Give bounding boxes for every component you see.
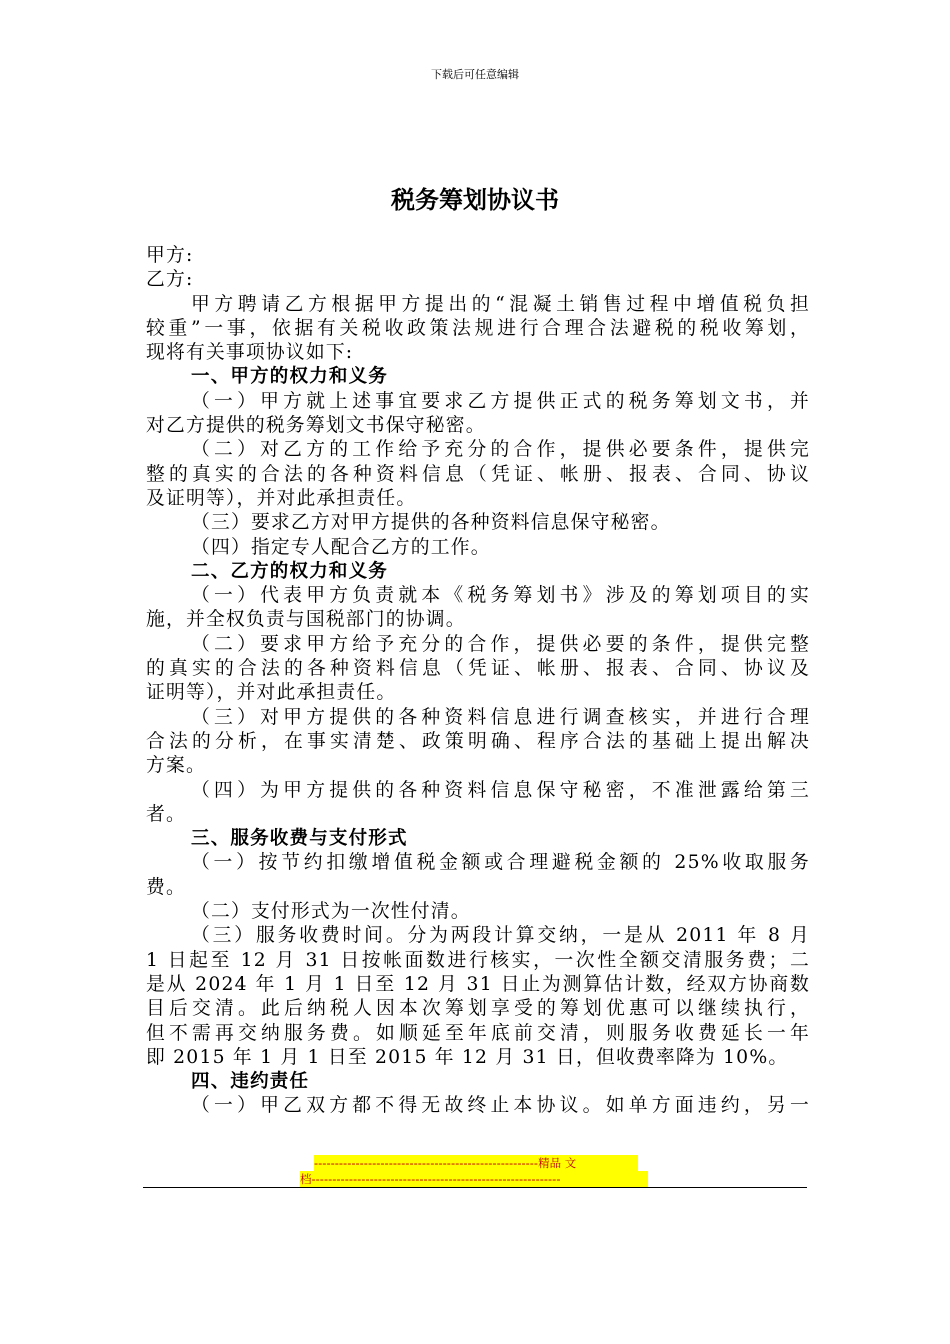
text-line: 现将有关事项协议如下: (146, 342, 354, 364)
text-line: 者。 (146, 803, 186, 825)
text-line: （三）服务收费时间。分为两段计算交纳，一是从 2011 年 8 月 (191, 925, 810, 947)
section-heading: 四、违约责任 (191, 1071, 310, 1093)
text-line: 及证明等），并对此承担责任。 (146, 487, 417, 509)
text-line: 但不需再交纳服务费。如顺延至年底前交清，则服务收费延长一年 (146, 1022, 810, 1044)
text-line: 对乙方提供的税务筹划文书保守秘密。 (146, 415, 486, 437)
section-heading: 三、服务收费与支付形式 (191, 828, 408, 850)
text-line: 甲方: (146, 245, 194, 266)
text-line: 整的真实的合法的各种资料信息（凭证、帐册、报表、合同、协议 (146, 463, 810, 485)
text-line: 即 2015 年 1 月 1 日至 2015 年 12 月 31 日，但收费率降为 10%。 (146, 1046, 789, 1068)
text-line: 1 日起至 12 月 31 日按帐面数进行核实，一次性全额交清服务费；二 (146, 949, 810, 971)
text-line: 合法的分析，在事实清楚、政策明确、程序合法的基础上提出解决 (146, 730, 810, 752)
section-heading: 二、乙方的权力和义务 (191, 560, 389, 582)
text-line: （三）要求乙方对甲方提供的各种资料信息保守秘密。 (191, 512, 671, 534)
text-line: 证明等），并对此承担责任。 (146, 682, 397, 704)
text-line: 较重”一事，依据有关税收政策法规进行合理合法避税的税收筹划， (146, 317, 810, 339)
text-line: 是从 2024 年 1 月 1 日至 12 月 31 日止为测算估计数，经双方协商数 (146, 973, 810, 995)
text-line: （一）甲方就上述事宜要求乙方提供正式的税务筹划文书，并 (191, 390, 810, 412)
text-line: 目后交清。此后纳税人因本次筹划享受的筹划优惠可以继续执行， (146, 998, 810, 1020)
document-title: 税务筹划协议书 (391, 186, 559, 214)
footer-divider (143, 1187, 807, 1188)
section-heading: 一、甲方的权力和义务 (191, 366, 389, 388)
text-line: （一）代表甲方负责就本《税务筹划书》涉及的筹划项目的实 (191, 585, 810, 607)
text-line: 费。 (146, 876, 186, 898)
text-line: 乙方: (146, 269, 194, 291)
text-line: 施，并全权负责与国税部门的协调。 (146, 609, 466, 631)
document-body (146, 244, 810, 1119)
text-line: 方案。 (146, 755, 206, 777)
text-line: （二）要求甲方给予充分的合作，提供必要的条件，提供完整 (191, 633, 810, 655)
text-line: （一）甲乙双方都不得无故终止本协议。如单方面违约，另一 (191, 1095, 810, 1117)
text-line: （二）支付形式为一次性付清。 (191, 901, 471, 923)
text-line: 的真实的合法的各种资料信息（凭证、帐册、报表、合同、协议及 (146, 658, 810, 680)
text-line: （一）按节约扣缴增值税金额或合理避税金额的 25%收取服务 (191, 852, 810, 874)
text-line: （四）指定专人配合乙方的工作。 (191, 536, 491, 558)
text-line: 甲方聘请乙方根据甲方提出的“混凝土销售过程中增值税负担 (191, 293, 810, 315)
header-note: 下载后可任意编辑 (431, 68, 519, 81)
text-line: （三）对甲方提供的各种资料信息进行调查核实，并进行合理 (191, 706, 810, 728)
text-line: （四）为甲方提供的各种资料信息保守秘密，不准泄露给第三 (191, 779, 810, 801)
text-line: （二）对乙方的工作给予充分的合作，提供必要条件，提供完 (191, 439, 810, 461)
